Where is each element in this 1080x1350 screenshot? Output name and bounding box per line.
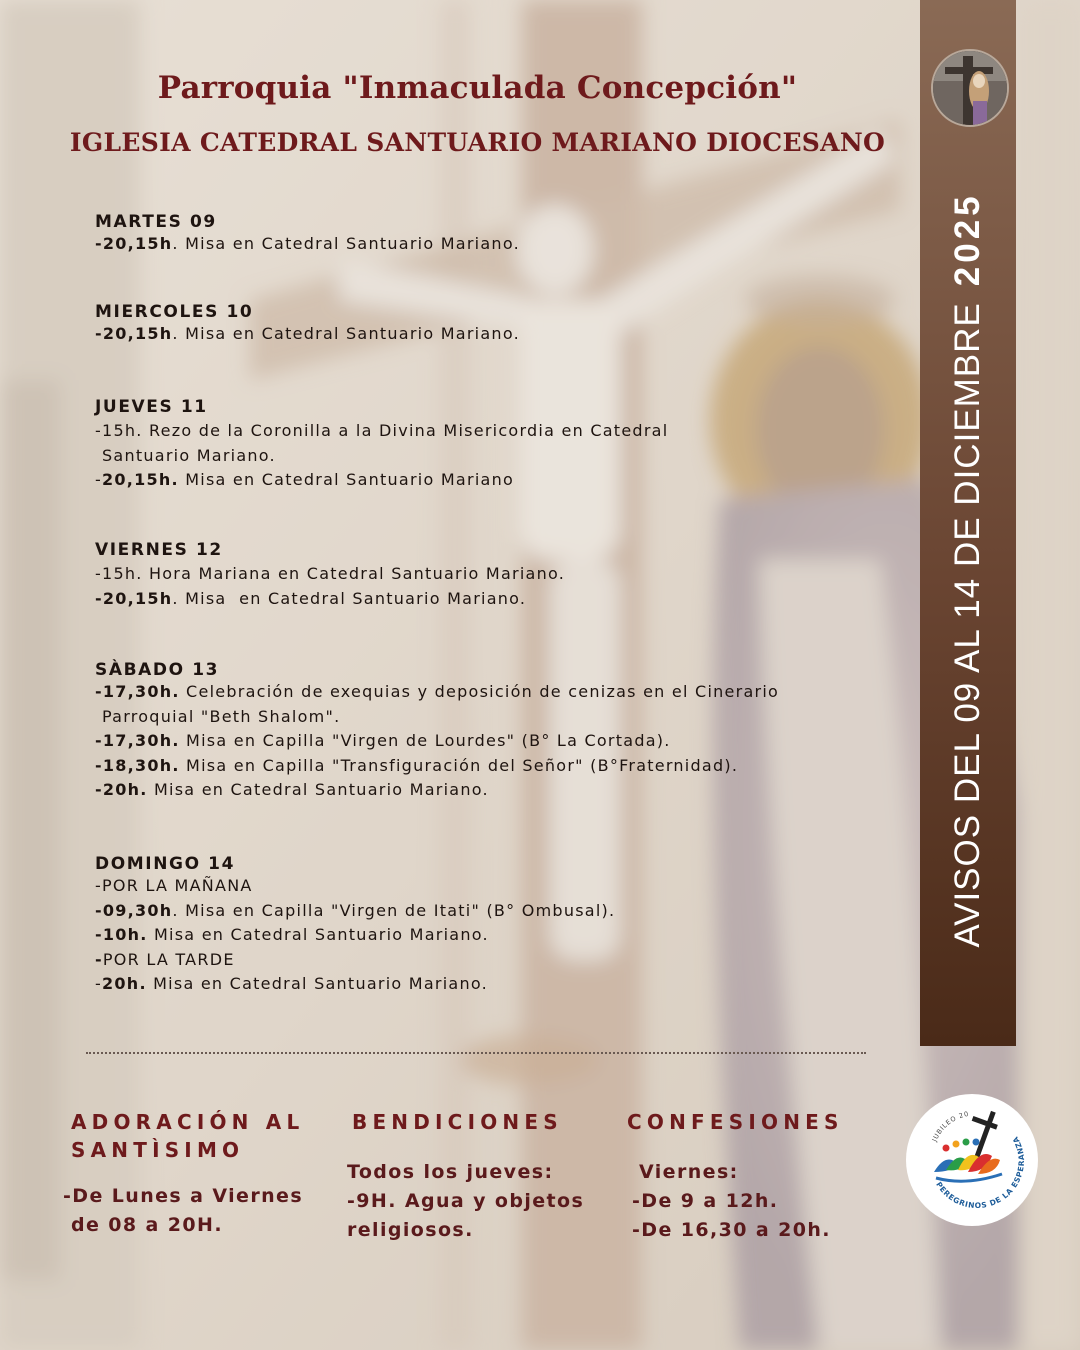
section-line: -De 9 a 12h. xyxy=(632,1190,779,1212)
schedule-line: Santuario Mariano. xyxy=(102,445,276,465)
parish-title: Parroquia "Inmaculada Concepción" xyxy=(157,70,798,106)
day-martes xyxy=(95,212,520,257)
schedule-line: -POR LA TARDE xyxy=(95,949,235,969)
svg-text:JUBILEO 2025: JUBILEO 20 xyxy=(930,1109,970,1143)
church-subtitle: IGLESIA CATEDRAL SANTUARIO MARIANO DIOCESANO xyxy=(69,128,886,157)
schedule-line: -20,15h. Misa en Catedral Santuario Mariano xyxy=(95,470,514,489)
section-heading: BENDICIONES xyxy=(352,1110,563,1134)
day-domingo xyxy=(95,854,615,997)
day-title: DOMINGO 14 xyxy=(95,854,236,874)
section-line: de 08 a 20H. xyxy=(71,1214,223,1236)
day-miercoles xyxy=(95,302,520,347)
section-line: Viernes: xyxy=(639,1161,739,1183)
day-viernes xyxy=(95,540,565,611)
section-line: Todos los jueves: xyxy=(347,1161,554,1183)
schedule-line: -18,30h. Misa en Capilla "Transfiguración del Señor" (B°Fraternidad). xyxy=(95,755,739,775)
jubileo-logo xyxy=(906,1094,1038,1226)
schedule-line: -20h. Misa en Catedral Santuario Mariano. xyxy=(95,780,489,799)
svg-text:PEREGRINOS DE LA ESPERANZA: PEREGRINOS DE LA ESPERANZA xyxy=(934,1134,1027,1211)
section-heading: ADORACIÓN AL xyxy=(71,1110,305,1134)
confesiones-section xyxy=(627,1108,844,1245)
schedule-line: -15h. Rezo de la Coronilla a la Divina Misericordia en Catedral xyxy=(95,421,669,440)
section-line: -9H. Agua y objetos xyxy=(347,1190,585,1212)
vertical-heading: AVISOS DEL 09 AL 14 DE DICIEMBRE2025 xyxy=(948,192,987,948)
schedule-line: -20,15h. Misa en Catedral Santuario Mariano. xyxy=(95,234,520,253)
section-line: -De 16,30 a 20h. xyxy=(632,1219,831,1241)
day-title: MIERCOLES 10 xyxy=(95,302,254,322)
schedule-line: -20h. Misa en Catedral Santuario Mariano. xyxy=(95,974,488,993)
schedule-line: -POR LA MAÑANA xyxy=(95,876,253,895)
schedule-line: -20,15h. Misa en Catedral Santuario Mariano. xyxy=(95,324,520,343)
statue-photo-thumbnail xyxy=(931,49,1009,127)
day-title: VIERNES 12 xyxy=(95,540,223,560)
section-line: religiosos. xyxy=(347,1219,474,1241)
schedule-line: -10h. Misa en Catedral Santuario Mariano. xyxy=(95,925,489,944)
day-title: SÀBADO 13 xyxy=(95,660,220,680)
day-title: JUEVES 11 xyxy=(95,397,208,417)
schedule-line: -09,30h. Misa en Capilla "Virgen de Itati" (B° Ombusal). xyxy=(95,900,616,920)
schedule-line: Parroquial "Beth Shalom". xyxy=(102,706,341,726)
section-heading: CONFESIONES xyxy=(627,1110,844,1134)
section-heading: SANTÌSIMO xyxy=(71,1138,245,1162)
schedule-line: -17,30h. Celebración de exequias y deposición de cenizas en el Cinerario xyxy=(95,682,780,701)
section-line: -De Lunes a Viernes xyxy=(63,1185,304,1207)
day-sabado xyxy=(95,660,779,803)
bendiciones-section xyxy=(347,1108,585,1245)
schedule-line: -17,30h. Misa en Capilla "Virgen de Lourdes" (B° La Cortada). xyxy=(95,731,671,750)
schedule-line: -15h. Hora Mariana en Catedral Santuario Mariano. xyxy=(95,564,566,583)
dotted-divider xyxy=(86,1052,866,1054)
schedule-line: -20,15h. Misa en Catedral Santuario Mariano. xyxy=(95,588,527,608)
day-jueves xyxy=(95,397,668,493)
day-title: MARTES 09 xyxy=(95,212,217,232)
adoracion-section xyxy=(63,1108,305,1240)
